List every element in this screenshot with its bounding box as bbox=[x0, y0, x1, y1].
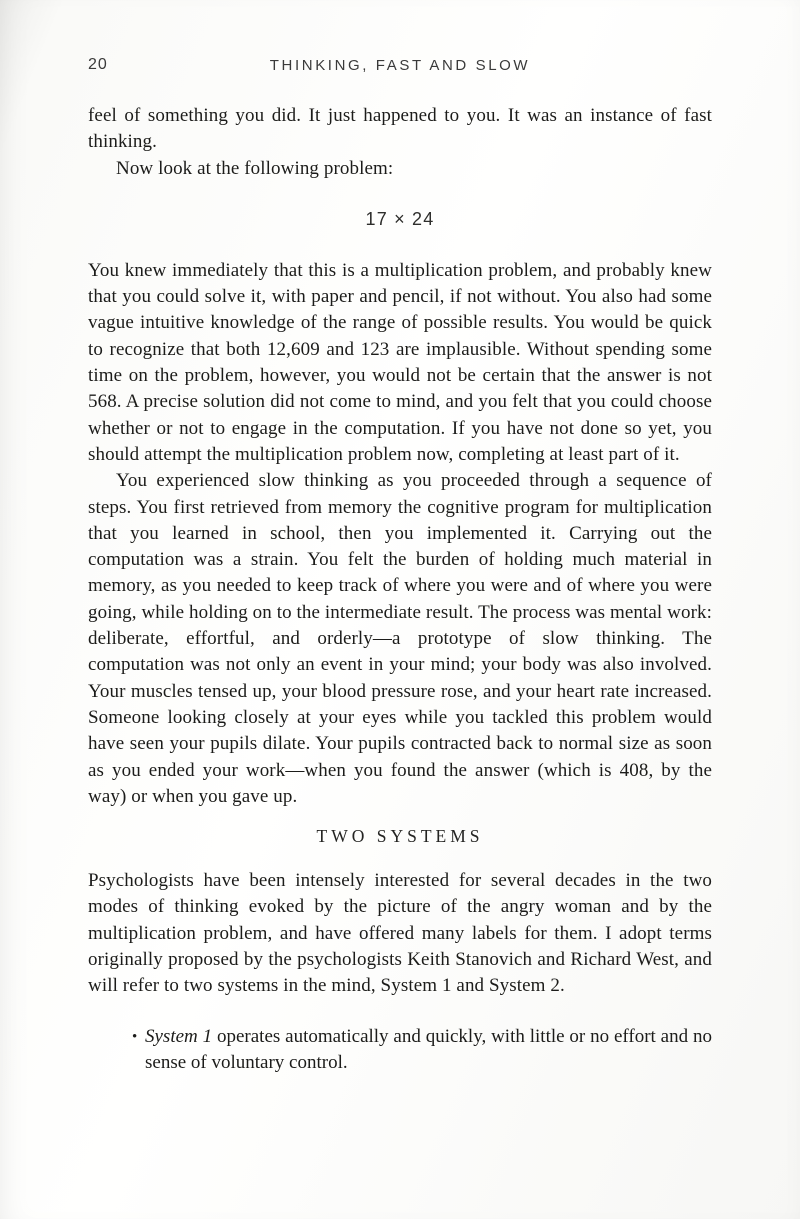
running-title: THINKING, FAST AND SLOW bbox=[269, 57, 531, 74]
systems-bullet-list bbox=[88, 1024, 712, 1077]
paragraph-slow-thinking: You experienced slow thinking as you proceeded through a sequence of steps. You first retrieved from memory the cognitive program for multiplication that you learned in school, then you implemented it. Carrying out the computation was a strain. You felt the burden of holding much material in memory, as you needed to keep track of where you were and of where you were going, while holding on to the intermediate result. The process was mental work: deliberate, effortful, and orderly—a prototype of slow thinking. The computation was not only an event in your mind; your body was also involved. Your muscles tensed up, your blood pressure rose, and your heart rate increased. Someone looking closely at your eyes while you tackled this problem would have seen your pupils dilate. Your pupils contracted back to normal size as soon as you ended your work—when you found the answer (which is 408, by the way) or when you gave up. bbox=[88, 470, 712, 807]
page-header bbox=[88, 56, 712, 75]
paragraph-multiplication: You knew immediately that this is a multiplication problem, and probably knew that you could solve it, with paper and pencil, if not without. You also had some vague intuitive knowledge of the range of possible results. You would be quick to recognize that both 12,609 and 123 are implausible. Without spending some time on the problem, however, you would not be certain that the answer is not 568. A precise solution did not come to mind, and you felt that you could choose whether or not to engage in the computation. If you have not done so yet, you should attempt the multiplication problem now, completing at least part of it. bbox=[88, 259, 712, 465]
bullet-icon: • bbox=[132, 1028, 138, 1045]
paragraph-now-look: Now look at the following problem: bbox=[116, 157, 394, 179]
paragraph-fast-thinking: feel of something you did. It just happened to you. It was an instance of fast thinking. bbox=[88, 105, 712, 153]
system-1-description: operates automatically and quickly, with little or no effort and no sense of voluntary control. bbox=[145, 1025, 712, 1073]
page-body bbox=[88, 103, 712, 1076]
system-1-term: System 1 bbox=[145, 1025, 213, 1047]
list-item-system-1 bbox=[132, 1024, 712, 1077]
multiplication-problem: 17 × 24 bbox=[365, 208, 435, 229]
paragraph-two-systems: Psychologists have been intensely interested for several decades in the two modes of thinking evoked by the picture of the angry woman and by the multiplication problem, and have offered many labels for them. I adopt terms originally proposed by the psychologists Keith Stanovich and Richard West, and will refer to two systems in the mind, System 1 and System 2. bbox=[88, 870, 712, 997]
list-item-text bbox=[145, 1024, 712, 1077]
page-number: 20 bbox=[88, 56, 108, 73]
section-heading-two-systems: TWO SYSTEMS bbox=[316, 826, 484, 847]
